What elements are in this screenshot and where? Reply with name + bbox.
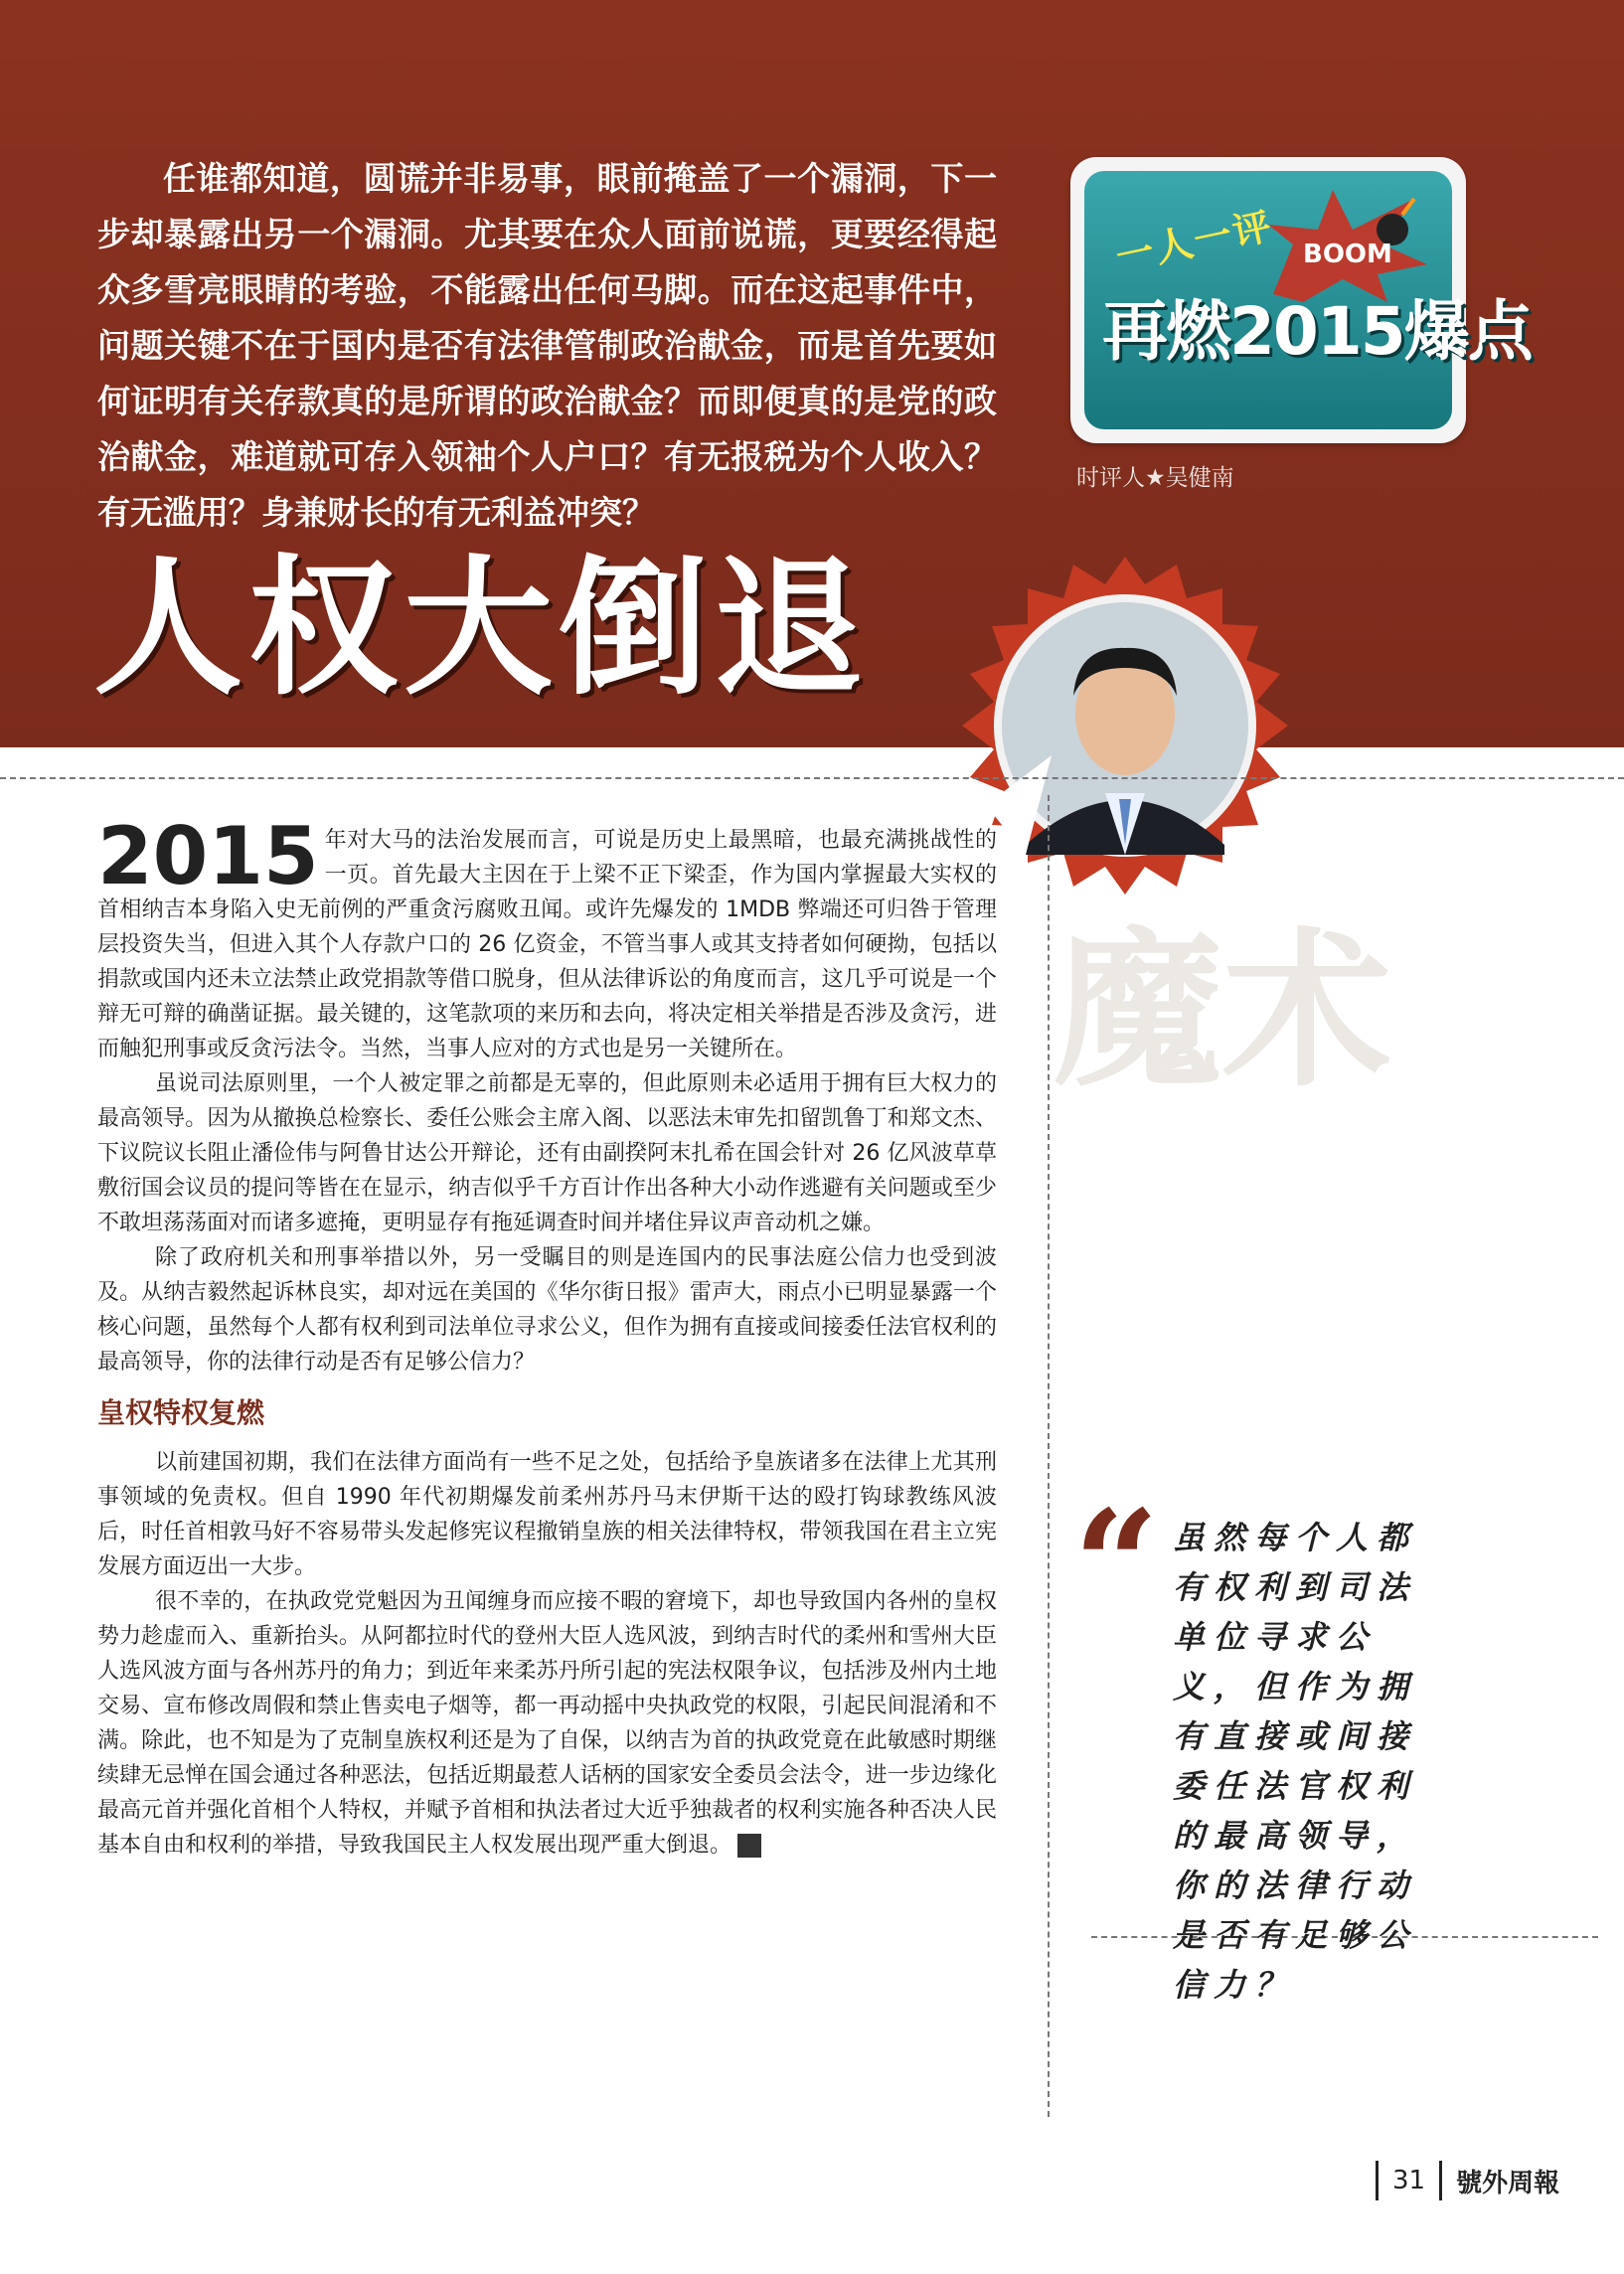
- drop-year: 2015: [97, 810, 319, 902]
- magazine-logo: 號外周報: [1456, 2168, 1560, 2198]
- page-footer: [1376, 2159, 1559, 2202]
- badge-title: 再燃2015爆点: [1102, 293, 1532, 370]
- article-paragraph: [97, 810, 997, 1066]
- article-paragraph: 虽说司法原则里，一个人被定罪之前都是无辜的，但此原则未必适用于拥有巨大权力的最高领导。因为从撤换总检察长、委任公账会主席入阁、以恶法未审先扣留凯鲁丁和郑文杰、下议院议长阻止潘俭伟与阿鲁甘达公开辩论，还有由副揆阿末扎希在国会针对 26 亿风波草草敷衍国会议员的提问等皆在在显示，纳吉似乎千方百计作出各种大小动作逃避有关问题或至少不敢坦荡荡面对而诸多遮掩，更明显存有拖延调查时间并堵住异议声音动机之嫌。: [97, 1071, 997, 1235]
- section-heading: 皇权特权复燃: [97, 1396, 265, 1429]
- background-watermark: 魔术: [1054, 911, 1392, 1110]
- paragraph-text: 很不幸的，在执政党党魁因为丑闻缠身而应接不暇的窘境下，却也导致国内各州的皇权势力趁虚而入、重新抬头。从阿都拉时代的登州大臣人选风波，到纳吉时代的柔州和雪州大臣人选风波方面与各州苏丹的角力；到近年来柔苏丹所引起的宪法权限争议，包括涉及州内土地交易、宣布修改周假和禁止售卖电子烟等，都一再动摇中央执政党的权限，引起民间混淆和不满。除此，也不知是为了克制皇族权利还是为了自保，以纳吉为首的执政党竟在此敏感时期继续肆无忌惮在国会通过各种恶法，包括近期最惹人话柄的国家安全委员会法令，进一步边缘化最高元首并强化首相个人特权，并赋予首相和执法者过大近乎独裁者的权利实施各种否决人民基本自由和权利的举措，导致我国民主人权发展出现严重大倒退。: [97, 1589, 997, 1858]
- article-paragraph: [97, 1584, 997, 1863]
- column-divider: [1048, 795, 1050, 2117]
- top-divider: [0, 777, 1624, 779]
- quote-mark-icon: “: [1073, 1478, 1160, 1653]
- byline: 时评人★吴健南: [1076, 465, 1234, 491]
- badge-panel: [1084, 171, 1532, 429]
- author-portrait: [956, 557, 1294, 894]
- footer-divider: [1439, 2161, 1442, 2200]
- burst-label: BOOM: [1303, 240, 1392, 269]
- badge-series-label: 一人一评: [1111, 203, 1277, 280]
- headline: 人权大倒退: [93, 541, 870, 716]
- paragraph-text: 年对大马的法治发展而言，可说是历史上最黑暗，也最充满挑战性的一页。首先最大主因在于上梁不正下梁歪，作为国内掌握最大实权的首相纳吉本身陷入史无前例的严重贪污腐败丑闻。或许先爆发的 1MDB 弊端还可归咎于管理层投资失当，但进入其个人存款户口的 26 亿资金，不管当事人或其支持者如何硬拗，包括以捐款或国内还未立法禁止政党捐款等借口脱身，但从法律诉讼的角度而言，这几乎可说是一个辩无可辩的确凿证据。最关键的，这笔款项的来历和去向，将决定相关举措是否涉及贪污，进而触犯刑事或反贪污法令。当然，当事人应对的方式也是另一关键所在。: [97, 828, 997, 1061]
- end-mark: 郑: [737, 1834, 761, 1858]
- article-body: [97, 810, 997, 1863]
- intro-paragraph: 任谁都知道，圆谎并非易事，眼前掩盖了一个漏洞，下一步却暴露出另一个漏洞。尤其要在众人面前说谎，更要经得起众多雪亮眼睛的考验，不能露出任何马脚。而在这起事件中，问题关键不在于国内是否有法律管制政治献金，而是首先要如何证明有关存款真的是所谓的政治献金？而即便真的是党的政治献金，难道就可存入领袖个人户口？有无报税为个人收入？有无滥用？身兼财长的有无利益冲突？: [97, 159, 997, 532]
- article-paragraph: 除了政府机关和刑事举措以外，另一受瞩目的则是连国内的民事法庭公信力也受到波及。从纳吉毅然起诉林良实，却对远在美国的《华尔街日报》雷声大，雨点小已明显暴露一个核心问题，虽然每个人都有权利到司法单位寻求公义，但作为拥有直接或间接委任法官权利的最高领导，你的法律行动是否有足够公信力？: [97, 1245, 997, 1375]
- page-number: 31: [1392, 2166, 1426, 2195]
- pull-quote: 虽然每个人都有权利到司法单位寻求公义，但作为拥有直接或间接委任法官权利的最高领导，你的法律行动是否有足够公信力？: [1173, 1519, 1418, 2004]
- footer-divider: [1376, 2161, 1379, 2200]
- column-badge: [1070, 157, 1532, 443]
- article-paragraph: 以前建国初期，我们在法律方面尚有一些不足之处，包括给予皇族诸多在法律上尤其刑事领域的免责权。但自 1990 年代初期爆发前柔州苏丹马末伊斯干达的殴打钩球教练风波后，时任首相敦马好不容易带头发起修宪议程撤销皇族的相关法律特权，带领我国在君主立宪发展方面迈出一大步。: [97, 1450, 997, 1579]
